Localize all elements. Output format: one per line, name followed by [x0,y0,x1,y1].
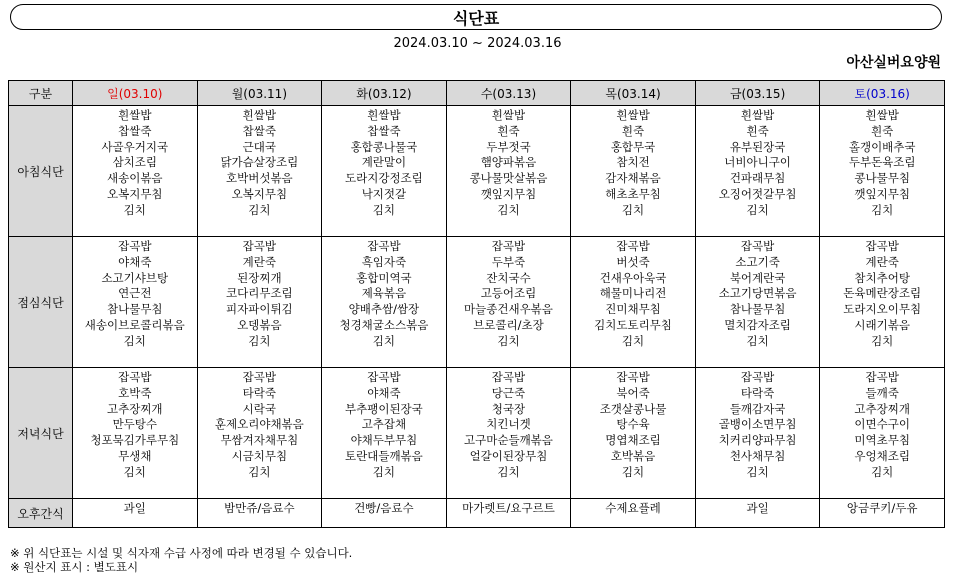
dish-item: 참치추어탕 [854,270,910,285]
meal-cell [820,106,945,237]
meal-cell [820,499,945,528]
dish-item: 두부죽 [491,254,526,269]
header-day: 월(03.11) [197,81,322,106]
dish-item: 흰죽 [871,123,894,138]
dish-item: 홀갱이배추국 [848,139,916,154]
dish-item: 김치 [123,464,146,479]
dish-item: 콩나물무침 [854,171,910,186]
dish-item: 김치 [248,464,271,479]
header-day: 토(03.16) [820,81,945,106]
dish-item: 김치 [871,333,894,348]
dish-item: 근대국 [242,139,276,154]
dish-item: 햄양파볶음 [480,155,537,170]
dish-item: 잡곡밥 [242,370,276,384]
dish-item: 계란죽 [865,254,899,269]
dish-item: 무쌈겨자채무침 [220,433,299,448]
dish-item: 김치 [123,202,146,217]
dish-item: 찹쌀죽 [118,123,152,138]
dish-item: 찹쌀죽 [367,123,401,138]
dish-item: 흰쌀밥 [242,108,276,122]
dish-item: 탕수육 [616,417,650,432]
dish-item: 고추장찌개 [854,401,910,416]
dish-item: 미역초무침 [854,433,910,448]
meal-cell [197,237,322,368]
dish-item: 홍합콩나물국 [350,139,418,154]
header-day: 화(03.12) [322,81,447,106]
dish-item: 고추잡채 [361,417,407,432]
dish-item: 브로콜리/초장 [473,317,544,332]
dish-item: 타락죽 [242,385,276,400]
dish-item: 명엽채조림 [605,433,661,448]
dish-item: 호박볶음 [610,448,656,463]
dish-item: 오복지무침 [107,186,163,201]
dish-item: 두부돈육조림 [848,155,916,170]
menu-title [10,4,942,30]
dish-item: 흰죽 [497,123,520,138]
menu-title-text: 식단표 [452,8,500,28]
meal-cell [446,237,571,368]
dish-item: 버섯죽 [616,254,650,269]
dish-item: 돈육메란장조림 [843,286,922,301]
dish-item: 잡곡밥 [740,239,775,253]
header-day: 수(03.13) [446,81,571,106]
header-category: 구분 [9,81,73,106]
meal-cell [446,368,571,499]
dish-item: 해물미나리전 [599,286,667,301]
dish-item: 김치 [248,202,271,217]
meal-cell [571,237,696,368]
dish-item: 멸치감자조림 [724,317,791,332]
meal-cell [695,499,820,528]
dish-item: 진미채무침 [605,302,661,317]
dish-item: 오뎅볶음 [237,317,282,332]
dish-item: 북어죽 [616,385,650,400]
dish-item: 야채두부무침 [350,433,418,448]
dish-item: 야채죽 [367,385,401,400]
dish-item: 양배추쌈/쌈장 [348,302,420,317]
dish-item: 깻잎지무침 [480,186,537,201]
dish-item: 과일 [746,501,769,515]
meal-cell [322,499,447,528]
dish-item: 호박버섯볶음 [226,171,293,186]
dish-item: 만두탕수 [112,417,157,432]
dish-item: 건새우아욱국 [599,270,667,285]
meal-cell [695,368,820,499]
dish-item: 청경채굴소스볶음 [339,317,429,332]
dish-item: 당근죽 [491,385,526,400]
dish-item: 밤만쥬/음료수 [224,501,295,515]
dish-item: 청국장 [491,401,526,416]
meal-cell [446,106,571,237]
dish-item: 잡곡밥 [865,370,899,384]
dish-item: 마늘종건새우볶음 [464,302,553,317]
dish-item: 김치 [248,333,271,348]
dish-item: 소고기죽 [735,254,780,269]
dish-item: 흰쌀밥 [616,108,650,122]
meal-cell [446,499,571,528]
dish-item: 시락국 [242,401,276,416]
dish-item: 너비아니구이 [724,155,791,170]
dish-item: 코다리무조림 [226,286,293,301]
dish-item: 과일 [123,501,146,515]
meal-cell [73,106,198,237]
header-day: 금(03.15) [695,81,820,106]
dish-item: 치킨너겟 [486,417,531,432]
dish-item: 이면수구이 [854,417,910,432]
dish-item: 오징어젓갈무침 [718,186,797,201]
dish-item: 해초초무침 [605,186,661,201]
dish-item: 골뱅이소면무침 [718,417,797,432]
meal-row [9,237,945,368]
dish-item: 마가렛트/요구르트 [462,501,555,515]
dish-item: 피자파이튀김 [226,302,293,317]
dish-item: 김치 [497,202,520,217]
notes [10,546,352,574]
dish-item: 야채죽 [118,254,152,269]
note-line: ※ 위 식단표는 시설 및 식자재 수급 사정에 따라 변경될 수 있습니다. [10,546,353,560]
dish-item: 흰죽 [746,123,769,138]
dish-item: 무생채 [118,448,152,463]
dish-item: 김치 [621,464,645,479]
dish-item: 건빵/음료수 [354,501,414,515]
dish-item: 김치 [372,464,396,479]
dish-item: 된장찌개 [237,270,282,285]
facility-name: 아산실버요양원 [846,55,941,71]
dish-item: 흑임자죽 [361,254,407,269]
dish-item: 고등어조림 [480,286,537,301]
dish-item: 참나물무침 [729,302,786,317]
dish-item: 시래기볶음 [854,317,910,332]
dish-item: 타락죽 [740,385,775,400]
dish-item: 잡곡밥 [118,370,152,384]
meal-cell [73,237,198,368]
dish-item: 삼치조림 [112,155,157,170]
dish-item: 김치 [746,333,769,348]
dish-item: 흰쌀밥 [118,108,152,122]
dish-item: 도라지오이무침 [843,302,922,317]
meal-cell [695,237,820,368]
dish-item: 홍합무국 [610,139,656,154]
meal-label: 점심식단 [9,237,73,368]
dish-item: 부추팽이된장국 [345,401,423,416]
date-range: 2024.03.10 ~ 2024.03.16 [393,36,562,51]
dish-item: 유부된장국 [729,139,786,154]
meal-cell [571,106,696,237]
dish-item: 김치 [746,202,769,217]
dish-item: 김치 [497,333,520,348]
dish-item: 두부젓국 [486,139,531,154]
meal-cell [322,368,447,499]
dish-item: 잡곡밥 [367,239,401,253]
dish-item: 잡곡밥 [118,239,152,253]
meal-cell [695,106,820,237]
dish-item: 북어계란국 [729,270,786,285]
dish-item: 잡곡밥 [367,370,401,384]
dish-item: 찹쌀죽 [242,123,276,138]
dish-item: 잡곡밥 [616,370,650,384]
meal-cell [820,368,945,499]
dish-item: 호박죽 [118,385,152,400]
dish-item: 연근전 [118,286,152,301]
dish-item: 김치 [746,464,769,479]
dish-item: 김치 [871,202,894,217]
dish-item: 들깨죽 [865,385,899,400]
meal-label: 저녁식단 [9,368,73,499]
dish-item: 홍합미역국 [356,270,412,285]
dish-item: 고추장찌개 [107,401,163,416]
dish-item: 김치 [372,202,396,217]
meal-cell [820,237,945,368]
dish-item: 새송이브로콜리볶음 [84,317,185,332]
dish-item: 소고기당면볶음 [718,286,797,301]
meal-cell [571,368,696,499]
meal-cell [322,106,447,237]
dish-item: 김치 [621,202,645,217]
dish-item: 잡곡밥 [242,239,276,253]
dish-item: 소고기샤브탕 [101,270,169,285]
dish-item: 수제요플레 [605,501,661,515]
meal-cell [322,237,447,368]
dish-item: 김치 [497,464,520,479]
dish-item: 잡곡밥 [616,239,650,253]
dish-item: 흰쌀밥 [865,108,899,122]
dish-item: 김치 [871,464,894,479]
meal-cell [73,368,198,499]
meal-table [8,80,945,528]
dish-item: 참나물무침 [107,302,163,317]
dish-item: 오복지무침 [231,186,288,201]
dish-item: 도라지강정조림 [345,171,423,186]
dish-item: 천사채무침 [729,448,786,463]
dish-item: 낙지젓갈 [361,186,407,201]
dish-item: 김치도토리무침 [594,317,672,332]
dish-item: 토란대들깨볶음 [345,448,423,463]
dish-item: 앙금쿠키/두유 [846,501,918,515]
dish-item: 새송이볶음 [107,171,163,186]
meal-label: 아침식단 [9,106,73,237]
dish-item: 김치 [621,333,645,348]
meal-cell [73,499,198,528]
dish-item: 제육볶음 [361,286,407,301]
dish-item: 우엉채조림 [854,448,910,463]
dish-item: 치커리양파무침 [718,433,797,448]
dish-item: 흰쌀밥 [367,108,401,122]
header-day: 목(03.14) [571,81,696,106]
dish-item: 잔치국수 [486,270,531,285]
dish-item: 조갯살콩나물 [599,401,667,416]
dish-item: 잡곡밥 [740,370,775,384]
meal-cell [197,368,322,499]
dish-item: 김치 [123,333,146,348]
dish-item: 김치 [372,333,396,348]
dish-item: 닭가슴살장조림 [220,155,299,170]
header-day: 일(03.10) [73,81,198,106]
table-header-row [9,81,945,106]
dish-item: 콩나물맛살볶음 [469,171,548,186]
dish-item: 흰죽 [621,123,645,138]
dish-item: 감자채볶음 [605,171,661,186]
dish-item: 고구마순들깨볶음 [464,433,553,448]
dish-item: 청포묵김가루무침 [90,433,180,448]
dish-item: 깻잎지무침 [854,186,910,201]
meal-label: 오후간식 [9,499,73,528]
dish-item: 잡곡밥 [491,370,526,384]
meal-row [9,106,945,237]
meal-row [9,499,945,528]
meal-cell [197,499,322,528]
dish-item: 잡곡밥 [865,239,899,253]
dish-item: 건파래무침 [729,171,786,186]
dish-item: 흰쌀밥 [491,108,526,122]
dish-item: 들깨감자국 [729,401,786,416]
dish-item: 훈제오리야채볶음 [214,417,304,432]
meal-cell [197,106,322,237]
dish-item: 얼갈이된장무침 [469,448,548,463]
dish-item: 잡곡밥 [491,239,526,253]
dish-item: 계란죽 [242,254,276,269]
dish-item: 참치전 [616,155,650,170]
dish-item: 사골우거지국 [101,139,169,154]
dish-item: 흰쌀밥 [740,108,775,122]
note-line: ※ 원산지 표시 : 별도표시 [10,560,139,574]
meal-row [9,368,945,499]
meal-cell [571,499,696,528]
dish-item: 계란말이 [361,155,407,170]
dish-item: 시금치무침 [231,448,288,463]
